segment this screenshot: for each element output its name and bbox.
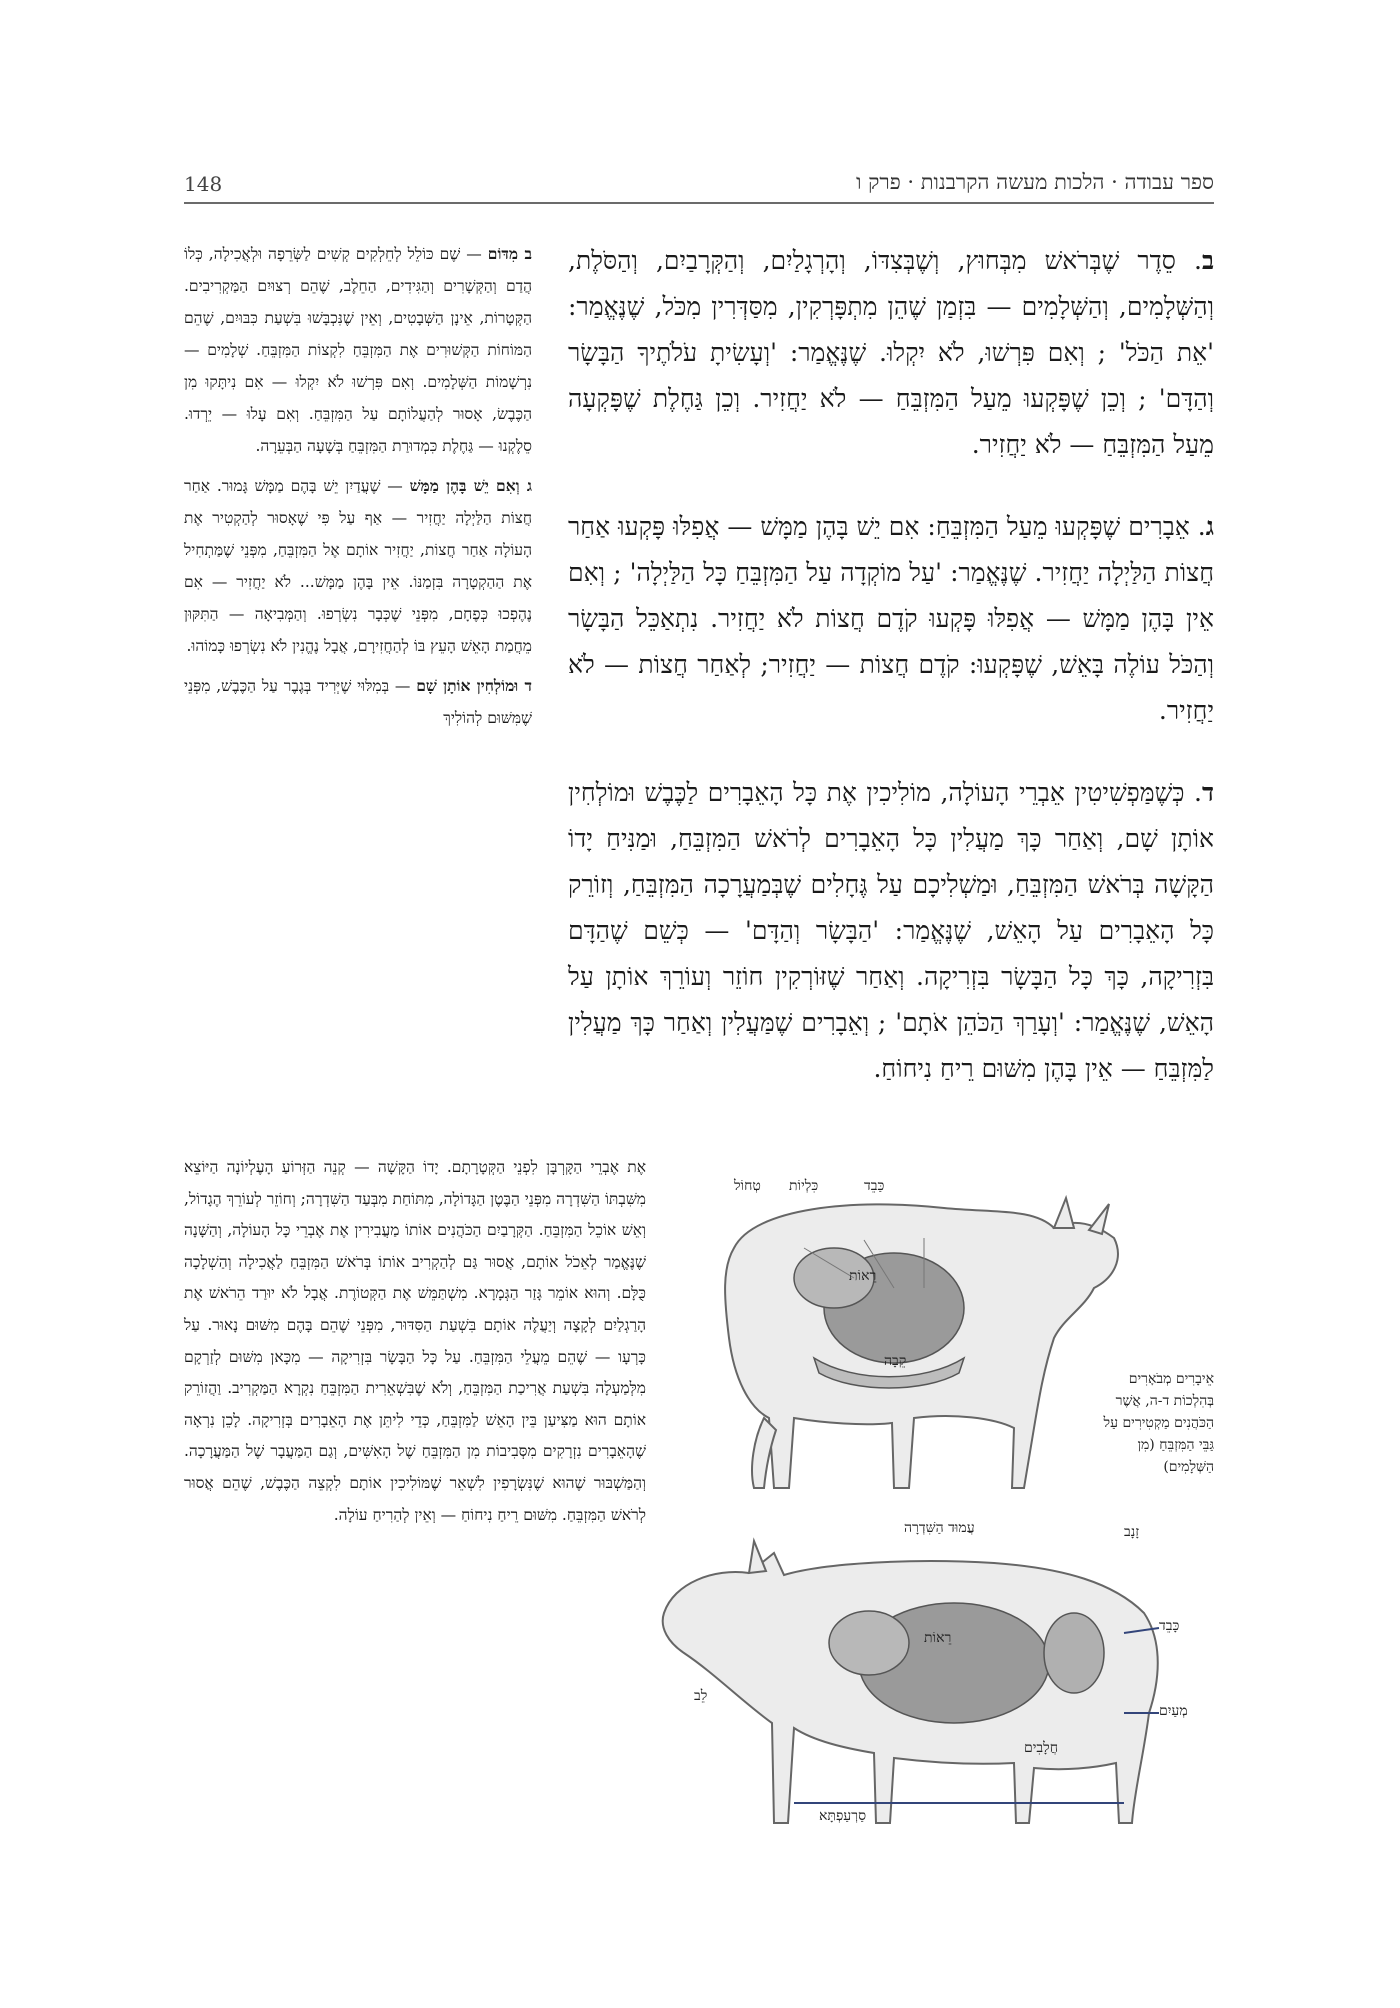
- figure-label: מְעַיִם: [1159, 1703, 1188, 1719]
- commentary-paragraph: [184, 470, 532, 662]
- figure-label: לֵב: [694, 1688, 708, 1704]
- figure-caption: אֵיבָרִים מְבֹאָרִים בְּהִלְכוֹת ד-ה, אֲשֶׁר הַכֹּהֲנִים מַקְטִירִים עַל גַּבֵּי הַמִּזְבֵּחַ (מִן הַשְּׁלָמִים): [1103, 1371, 1214, 1475]
- commentary-headword: ב מִדּוֹם: [487, 244, 532, 263]
- paragraph-text: סֵדֶר שֶׁבְּרֹאשׁ מִבְּחוּץ, וְשֶׁבְּצִדּוֹ, וְהָרְגָלַיִם, וְהַקְּרָבַיִם, וְהַסֹּלֶת, וְהַשְּׁלָמִים, וְהַשְּׁלָמִים — בִּזְמַן שֶׁהֵן מִתְפָּרְקִין, מִסַּדְּרִין מִכֹּל, שֶׁנֶּאֱמַר: 'אֵת הַכֹּל' ; וְאִם פִּרְשׁוּ, לֹא יִקְלוּ. שֶׁנֶּאֱמַר: 'וְעָשִׂיתָ עֹלֹתֶיךָ הַבָּשָׂר וְהַדָּם' ; וְכֵן שֶׁפָּקְעוּ מֵעַל הַמִּזְבֵּחַ — לֹא יַחֲזִיר. וְכֵן גַּחֶלֶת שֶׁפָּקְעָה מֵעַל הַמִּזְבֵּחַ — לֹא יַחֲזִיר.: [568, 246, 1214, 459]
- figure-label: כִּלְיוֹת: [789, 1178, 819, 1194]
- paragraph-text: אֵבָרִים שֶׁפָּקְעוּ מֵעַל הַמִּזְבֵּחַ: אִם יֵשׁ בָּהֶן מַמָּשׁ — אֲפִלּוּ פָּקְעוּ אַחַר חֲצוֹת הַלַּיְלָה יַחֲזִיר. שֶׁנֶּאֱמַר: 'עַל מוֹקְדָה עַל הַמִּזְבֵּחַ כָּל הַלַּיְלָה' ; וְאִם אֵין בָּהֶן מַמָּשׁ — אֲפִלּוּ פָּקְעוּ קֹדֶם חֲצוֹת לֹא יַחֲזִיר. נִתְאַכֵּל הַבָּשָׂר וְהַכֹּל עוֹלֶה בָּאֵשׁ, שֶׁפָּקְעוּ: קֹדֶם חֲצוֹת — יַחֲזִיר; לְאַחַר חֲצוֹת — לֹא יַחֲזִיר.: [568, 512, 1214, 725]
- commentary-text: — שֶׁעֲדַיִן יֵשׁ בָּהֶם מַמָּשׁ גָּמוּר. אַחַר חֲצוֹת הַלַּיְלָה יַחֲזִיר — אַף עַל פִּי שֶׁאָסוּר לְהַקְטִיר אֶת הָעוֹלָה אַחַר חֲצוֹת, יַחֲזִיר אוֹתָם אֶל הַמִּזְבֵּחַ, מִפְּנֵי שֶׁמַּתְחִיל אֶת הַהַקְטָרָה בִּזְמַנּוֹ. אֵין בָּהֶן מַמָּשׁ... לֹא יַחֲזִיר — אִם נֶהֶפְכוּ כְּפֶחָם, מִפְּנֵי שֶׁכְּבָר נִשְׂרְפוּ. וְהַמְּבִיאָה — הַתִּקּוּן מֵחֲמַת הָאֵשׁ הָעֵץ בּוֹ לְהַחֲזִירָם, אֲבָל נֶהֱנִין לֹא נִשְׂרְפוּ כָּמוֹהוּ.: [184, 477, 532, 655]
- commentary-paragraph: [184, 670, 532, 734]
- main-paragraph: ב. סֵדֶר שֶׁבְּרֹאשׁ מִבְּחוּץ, וְשֶׁבְּצִדּוֹ, וְהָרְגָלַיִם, וְהַקְּרָבַיִם, וְהַסֹּלֶת, וְהַשְּׁלָמִים, וְהַשְּׁלָמִים — בִּזְמַן שֶׁהֵן מִתְפָּרְקִין, מִסַּדְּרִין מִכֹּל, שֶׁנֶּאֱמַר: 'אֵת הַכֹּל' ; וְאִם פִּרְשׁוּ, לֹא יִקְלוּ. שֶׁנֶּאֱמַר: 'וְעָשִׂיתָ עֹלֹתֶיךָ הַבָּשָׂר וְהַדָּם' ; וְכֵן שֶׁפָּקְעוּ מֵעַל הַמִּזְבֵּחַ — לֹא יַחֲזִיר. וְכֵן גַּחֶלֶת שֶׁפָּקְעָה מֵעַל הַמִּזְבֵּחַ — לֹא יַחֲזִיר.: [568, 246, 1214, 459]
- figure-label: כָּבֵד: [1159, 1618, 1180, 1634]
- commentary-column: [184, 238, 532, 742]
- cow-illustration-side: [694, 1168, 1124, 1508]
- paragraph-letter: ב: [1201, 246, 1214, 275]
- commentary-text: — שֶׁם כּוֹלֵל לְחֵלְקִים קְשִׁים לַשְּׂרֵפָה וּלְאֲכִילָה, כְּלוֹ הֲדַם וְהַקְּשָׁרִים וְהַגִּידִים, הַחֵלֶב, שֶׁהֵם רְצוּיִם הַמַּקְרִיבִים. הַקְּטָרוֹת, אֵינָן הַשְּׁבָטִים, וְאֵין שֶׁנִּכְבָּשׁוּ בִּשְׁעַת כִּבּוּיִם, שֶׁהֵם הַמּוֹחוֹת הַקְּשׁוּרִים אֶת הַמִּזְבֵּחַ לִקְצוֹת הַמִּזְבֵּחַ. שְׁלָמִים — נִרְשָׁמוֹת הַשְּׁלָמִים. וְאִם פִּרְשׁוּ לֹא יִקְלוּ — אִם נִיתָּקוּ מִן הַכֶּבֶשׂ, אָסוּר לְהַעֲלוֹתָם עַל הַמִּזְבֵּחַ. וְאִם עָלוּ — יֵרְדוּ. סֵלֶקְנוּ — גַּחֶלֶת כִּמְדוּרַת הַמִּזְבֵּחַ בְּשָׁעָה הַבְּעֵרָה.: [184, 245, 532, 455]
- main-text-column: [568, 238, 1214, 1128]
- cow-illustration-front: [654, 1513, 1214, 1833]
- figure-label: סַרְעַפְתָּא: [819, 1808, 867, 1824]
- figure-label: עֲמוּד הַשִּׁדְרָה: [904, 1520, 975, 1536]
- commentary-text: — בְּמִלּוּי שֶׁיְּרִיד בְּגֶבֶר עַל הַכֶּבֶשׁ, מִפְּנֵי שֶׁמִּשּׁוּם לְהוֹלִיךְ: [184, 677, 532, 727]
- figure-label: זָנָב: [1124, 1524, 1140, 1540]
- figure-label: רֵאוֹת: [849, 1268, 877, 1284]
- paragraph-letter: ד: [1201, 778, 1214, 807]
- figure-label: רֵאוֹת: [924, 1630, 952, 1646]
- cow-anatomy-figure: [654, 1168, 1214, 1836]
- commentary-headword: ד וּמוֹלְחִין אוֹתָן שָׁם: [416, 676, 532, 695]
- figure-label: כַּבֵד: [864, 1178, 885, 1194]
- figure-label: טְחוֹל: [734, 1178, 761, 1194]
- main-paragraph: ד. כְּשֶׁמַּפְשִׁיטִין אֵבְרֵי הָעוֹלָה, מוֹלִיכִין אֶת כָּל הָאֵבָרִים לַכֶּבֶשׁ וּמוֹלְחִין אוֹתָן שָׁם, וְאַחַר כָּךְ מַעֲלִין כָּל הָאֵבָרִים לְרֹאשׁ הַמִּזְבֵּחַ, וּמַנִּיחַ יָדוֹ הַקָּשָׁה בְּרֹאשׁ הַמִּזְבֵּחַ, וּמַשְׁלִיכָם עַל גֶּחָלִים שֶׁבְּמַעֲרָכָה הַמִּזְבֵּחַ, וְזוֹרֵק כָּל הָאֵבָרִים עַל הָאֵשׁ, שֶׁנֶּאֱמַר: 'הַבָּשָׂר וְהַדָּם' — כְּשֵׁם שֶׁהַדָּם בִּזְרִיקָה, כָּךְ כָּל הַבָּשָׂר בִּזְרִיקָה. וְאַחַר שֶׁזּוֹרְקִין חוֹזֵר וְעוֹרֵךְ אוֹתָן עַל הָאֵשׁ, שֶׁנֶּאֱמַר: 'וְעָרַךְ הַכֹּהֵן אֹתָם' ; וְאֵבָרִים שֶׁמַּעֲלִין וְאַחַר כָּךְ מַעֲלִין לַמִּזְבֵּחַ — אֵין בָּהֶן מִשּׁוּם רֵיחַ נִיחוֹחַ.: [568, 778, 1214, 1083]
- figure-label: חֲלָבִים: [1024, 1740, 1058, 1756]
- commentary-continued: אֶת אֶבְרֵי הַקָּרְבָּן לִפְנֵי הַקְּטָרָתָם. יָדוֹ הַקָּשָׁה — קְנֵה הַזְּרוֹעַ הָעֶלְיוֹנָה הַיּוֹצֵא מִשִּׁבְתּוֹ הַשִּׁדְרָה מִפְּנֵי הַבֶּטֶן הַגָּדוֹלָה, מִתּוֹחַת מִבְּעַד הַשִּׁדְרָה; וְחוֹזֵר לְעוֹרֵךְ הֶגָדוֹל, וְאֵשׁ אוֹכֵל הַמִּזְבֵּחַ. הַקְּרָבַיִם הַכֹּהֲנִים אוֹתוֹ מַעֲבִירִין אֶת אֶבְרֵי כָּל הָעוֹלָה, וְהַשָּׁנָה שֶׁנֶּאֱמַר לְאֵכֹל אוֹתָם, אֲסוּר גַּם לְהַקְרִיב אוֹתוֹ בְּרֹאשׁ הַמִּזְבֵּחַ לַאֲכִילָה וְהַשְׁלָכָה כֻּלָּם. וְהוּא אוֹמֵר גָּזַר הַגְּמָרָא. מִשְׁתַּמֵּשׁ אֶת הַקְּטוֹרֶת. אֲבָל לֹא יוּרַד הֵרֹאשׁ אֶת הָרַגְלַיִם לְקָצָה וְיַעֲלֶה אוֹתָם בִּשְׁעַת הַסִּדּוּר, מִפְּנֵי שֶׁהֵם בָּהֶם מִשּׁוּם נָאוּר. עַל כָּרְעָו — שֶׁהֵם מֵעֲלֵי הַמִּזְבֵּחַ. עַל כָּל הַבָּשָׂר בִּזְרִיקָה — מִכָּאן מִשּׁוּם לְזַרְקָם מִלְּמַעְלָה בִּשְׁעַת אֲרִיכַת הַמִּזְבֵּחַ, וְלֹא שֶׁבִּשְׁאֵרִית הַמִּזְבֵּחַ נִקְרָא הַמַּקְרִיב. וַהֲזוֹרֵק אוֹתָם הוּא מַצִּיעַן בֵּין הָאֵשׁ לַמִּזְבֵּחַ, כְּדֵי לִיתֵּן אֶת הָאֵבָרִים בְּזְרִיקָה. לָכֵן נִרְאָה שֶׁהָאֵבָרִים נִזְרָקִים מִסְּבִיבוֹת מִן הַמִּזְבֵּחַ שֶׁל הָאִשִּׁים, וְגַם הַמַּעֲבָר שֶׁל הַמַּעֲרָכָה. וְהַמַּשְׁבּוּר שֶׁהוּא שֶׁנִּשְׂרָפִין לִשְׁאֵר שֶׁמּוֹלִיכִין אוֹתָם לִקְצֵה הַכֶּבֶשׁ, שֶׁהֵם אֲסוּר לְרֹאשׁ הַמִּזְבֵּחַ. מִשּׁוּם רֵיחַ נִיחוֹחַ — וְאֵין לְהַרִיחַ עוֹלָה.: [184, 1158, 646, 1524]
- running-head-title: ספר עבודה · הלכות מעשה הקרבנות · פרק ו: [856, 170, 1214, 194]
- commentary-paragraph: [184, 238, 532, 462]
- commentary-headword: ג וְאִם יֵשׁ בָּהֶן מַמָּשׁ: [409, 476, 532, 495]
- paragraph-text: כְּשֶׁמַּפְשִׁיטִין אֵבְרֵי הָעוֹלָה, מוֹלִיכִין אֶת כָּל הָאֵבָרִים לַכֶּבֶשׁ וּמוֹלְחִין אוֹתָן שָׁם, וְאַחַר כָּךְ מַעֲלִין כָּל הָאֵבָרִים לְרֹאשׁ הַמִּזְבֵּחַ, וּמַנִּיחַ יָדוֹ הַקָּשָׁה בְּרֹאשׁ הַמִּזְבֵּחַ, וּמַשְׁלִיכָם עַל גֶּחָלִים שֶׁבְּמַעֲרָכָה הַמִּזְבֵּחַ, וְזוֹרֵק כָּל הָאֵבָרִים עַל הָאֵשׁ, שֶׁנֶּאֱמַר: 'הַבָּשָׂר וְהַדָּם' — כְּשֵׁם שֶׁהַדָּם בִּזְרִיקָה, כָּךְ כָּל הַבָּשָׂר בִּזְרִיקָה. וְאַחַר שֶׁזּוֹרְקִין חוֹזֵר וְעוֹרֵךְ אוֹתָן עַל הָאֵשׁ, שֶׁנֶּאֱמַר: 'וְעָרַךְ הַכֹּהֵן אֹתָם' ; וְאֵבָרִים שֶׁמַּעֲלִין וְאַחַר כָּךְ מַעֲלִין לַמִּזְבֵּחַ — אֵין בָּהֶן מִשּׁוּם רֵיחַ נִיחוֹחַ.: [568, 778, 1214, 1083]
- page-number: 148: [184, 172, 223, 196]
- figure-label: קֵבָה: [884, 1353, 907, 1369]
- main-paragraph: ג. אֵבָרִים שֶׁפָּקְעוּ מֵעַל הַמִּזְבֵּחַ: אִם יֵשׁ בָּהֶן מַמָּשׁ — אֲפִלּוּ פָּקְעוּ אַחַר חֲצוֹת הַלַּיְלָה יַחֲזִיר. שֶׁנֶּאֱמַר: 'עַל מוֹקְדָה עַל הַמִּזְבֵּחַ כָּל הַלַּיְלָה' ; וְאִם אֵין בָּהֶן מַמָּשׁ — אֲפִלּוּ פָּקְעוּ קֹדֶם חֲצוֹת לֹא יַחֲזִיר. נִתְאַכֵּל הַבָּשָׂר וְהַכֹּל עוֹלֶה בָּאֵשׁ, שֶׁפָּקְעוּ: קֹדֶם חֲצוֹת — יַחֲזִיר; לְאַחַר חֲצוֹת — לֹא יַחֲזִיר.: [568, 512, 1214, 725]
- paragraph-letter: ג: [1205, 512, 1214, 541]
- running-head: [184, 168, 1214, 204]
